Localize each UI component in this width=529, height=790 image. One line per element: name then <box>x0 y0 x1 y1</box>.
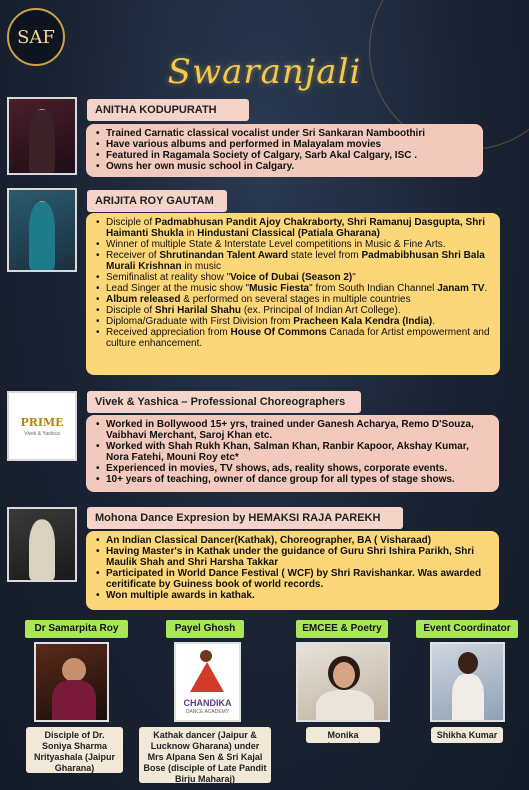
tag-samarpita: Dr Samarpita Roy <box>25 620 128 638</box>
tag-payel: Payel Ghosh <box>166 620 244 638</box>
chandika-logo-sub: DANCE ACADEMY <box>185 709 230 715</box>
artist-name-hemaksi: Mohona Dance Expresion by HEMAKSI RAJA PAREKH <box>87 507 403 529</box>
list-item: • Experienced in movies, TV shows, ads, reality shows, corporate events. <box>96 463 491 474</box>
artist-info-anitha <box>86 124 483 177</box>
list-item: • Winner of multiple State & Interstate Level competitions in Music & Fine Arts. <box>96 239 492 250</box>
list-item: • Participated in World Dance Festival ( WCF) by Shri Ravishankar. Was awarded ceritificate by Guiness book of world records. <box>96 568 491 590</box>
list-item: • Owns her own music school in Calgary. <box>96 161 475 172</box>
list-item: • Worked in Bollywood 15+ yrs, trained under Ganesh Acharya, Remo D'Souza, Vaibhavi Merchant, Saroj Khan etc. <box>96 419 491 441</box>
list-item: • Semifinalist at reality show "Voice of Dubai (Season 2)" <box>96 272 492 283</box>
page-title: Swaranjali <box>167 52 362 92</box>
list-item: • Have various albums and performed in Malayalam movies <box>96 139 475 150</box>
artist-info-arijita <box>86 213 500 375</box>
list-item: • Featured in Ragamala Society of Calgary, Sarb Akal Calgary, ISC . <box>96 150 475 161</box>
artist-info-hemaksi <box>86 531 499 610</box>
prime-logo-text: PRIME <box>20 415 64 429</box>
list-item: • Diploma/Graduate with First Division from Pracheen Kala Kendra (India). <box>96 316 492 327</box>
caption-monika: Monika Agarwal <box>306 727 380 743</box>
list-item: • Disciple of Padmabhusan Pandit Ajoy Chakraborty, Shri Ramanuj Dasgupta, Shri Haimanti Shukla in Hindustani Classical (Patiala Gharana) <box>96 217 492 239</box>
list-item: • Received appreciation from House Of Commons Canada for Artist empowerment and culture enhancement. <box>96 327 492 349</box>
photo-monika <box>296 642 390 722</box>
artist-name-arijita: ARIJITA ROY GAUTAM <box>87 190 227 212</box>
photo-samarpita <box>34 642 109 722</box>
list-item: • An Indian Classical Dancer(Kathak), Choreographer, BA ( Visharaad) <box>96 535 491 546</box>
list-item: • Lead Singer at the music show "Music Fiesta" from South Indian Channel Janam TV. <box>96 283 492 294</box>
artist-name-anitha: ANITHA KODUPURATH <box>87 99 249 121</box>
caption-payel: Kathak dancer (Jaipur & Lucknow Gharana) under Mrs Alpana Sen & Sri Kajal Bose (disciple of Late Pandit Birju Maharaj) <box>139 727 271 783</box>
list-item: • Worked with Shah Rukh Khan, Salman Khan, Ranbir Kapoor, Akshay Kumar, Nora Fatehi, Mouni Roy etc* <box>96 441 491 463</box>
list-item: • Won multiple awards in kathak. <box>96 590 491 601</box>
tag-event-coordinator: Event Coordinator <box>416 620 518 638</box>
list-item: • Having Master's in Kathak under the guidance of Guru Shri Ishira Parikh, Shri Maulik Shah and Shri Harsha Takkar <box>96 546 491 568</box>
photo-shikha <box>430 642 505 722</box>
caption-samarpita: Disciple of Dr. Soniya Sharma Nrityashala (Jaipur Gharana) <box>26 727 123 773</box>
prime-logo <box>7 391 77 461</box>
list-item: • Disciple of Shri Harilal Shahu (ex. Principal of Indian Art College). <box>96 305 492 316</box>
logo-text: SAF <box>17 26 55 48</box>
list-item: • 10+ years of teaching, owner of dance group for all types of stage shows. <box>96 474 491 485</box>
tag-emcee: EMCEE & Poetry <box>296 620 388 638</box>
list-item: • Trained Carnatic classical vocalist under Sri Sankaran Namboothiri <box>96 128 475 139</box>
chandika-logo-text: CHANDIKA <box>183 698 232 708</box>
photo-payel <box>174 642 241 722</box>
artist-info-choreographers <box>86 415 499 492</box>
artist-name-choreographers: Vivek & Yashica – Professional Choreographers <box>87 391 361 413</box>
list-item: • Album released & performed on several stages in multiple countries <box>96 294 492 305</box>
list-item: • Receiver of Shrutinandan Talent Award state level from Padmabibhusan Shri Bala Murali Krishnan in music <box>96 250 492 272</box>
artist-photo-anitha <box>7 97 77 175</box>
caption-shikha: Shikha Kumar <box>431 727 503 743</box>
prime-logo-sub: Vivek & Yashica <box>24 430 60 437</box>
artist-photo-arijita <box>7 188 77 272</box>
artist-photo-hemaksi <box>7 507 77 582</box>
